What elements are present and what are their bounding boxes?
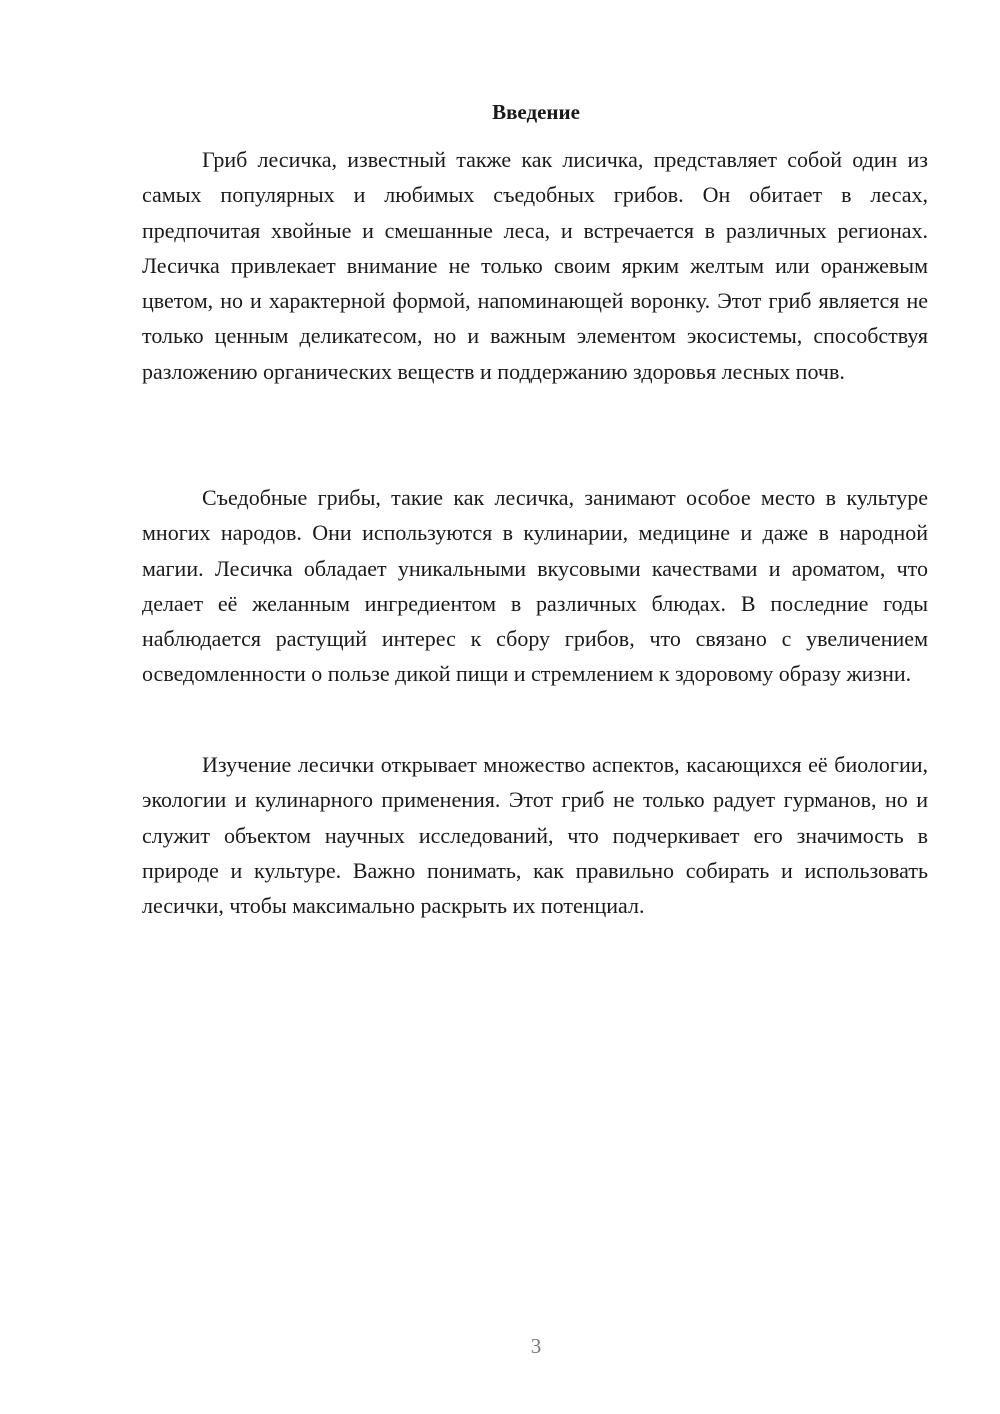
paragraph: Изучение лесички открывает множество аспектов, касающихся её биологии, экологии и кулинарного применения. Этот гриб не только радует гурманов, но и служит объектом научных исследований, что подчеркивает его значимость в природе и культуре. Важно понимать, как правильно собирать и использовать лесички, чтобы максимально раскрыть их потенциал.: [142, 752, 928, 919]
page-number: 3: [530, 1334, 542, 1358]
paragraph-block-2: [142, 480, 928, 692]
paragraph: Гриб лесичка, известный также как лисичка, представляет собой один из самых популярных и любимых съедобных грибов. Он обитает в лесах, предпочитая хвойные и смешанные леса, и встречается в различных регионах. Лесичка привлекает внимание не только своим ярким желтым или оранжевым цветом, но и характерной формой, напоминающей воронку. Этот гриб является не только ценным деликатесом, но и важным элементом экосистемы, способствуя разложению органических веществ и поддержанию здоровья лесных почв.: [142, 147, 928, 384]
paragraph-block-3: [142, 747, 928, 923]
paragraph-block-1: [142, 142, 928, 389]
section-heading: Введение: [492, 100, 580, 124]
paragraph: Съедобные грибы, такие как лесичка, занимают особое место в культуре многих народов. Они используются в кулинарии, медицине и даже в народной магии. Лесичка обладает уникальными вкусовыми качествами и ароматом, что делает её желанным ингредиентом в различных блюдах. В последние годы наблюдается растущий интерес к сбору грибов, что связано с увеличением осведомленности о пользе дикой пищи и стремлением к здоровому образу жизни.: [142, 485, 928, 687]
